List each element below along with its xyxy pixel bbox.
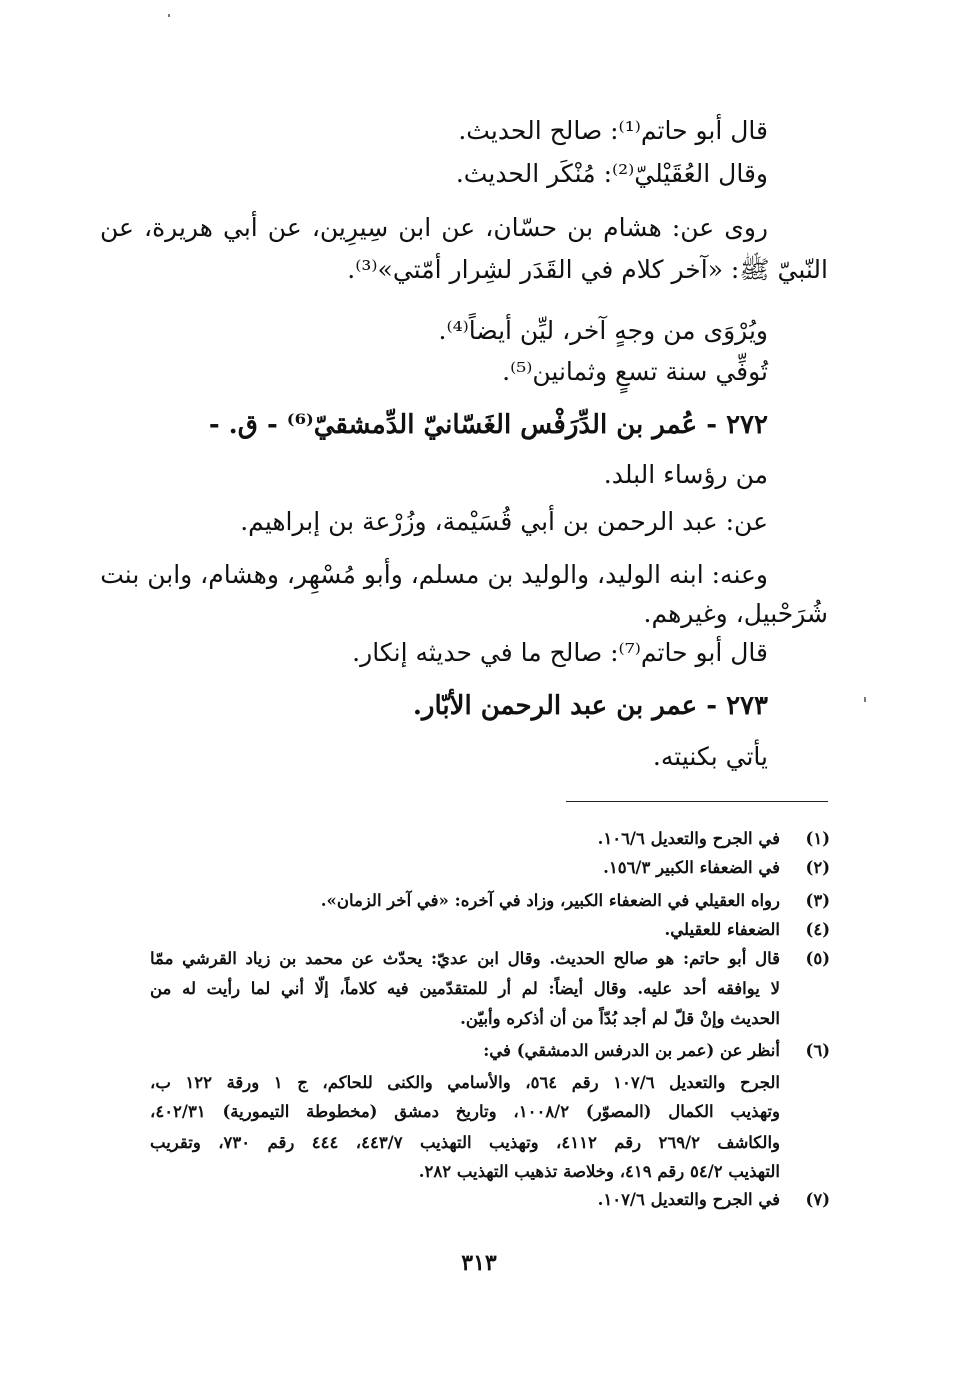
footnote-text: الضعفاء للعقيلي. (664, 920, 780, 939)
text-line: يأتي بكنيته. (652, 742, 768, 771)
footnote-text: في الجرح والتعديل ١٠٧/٦. (597, 1190, 780, 1209)
entry-heading: ٢٧٣ - عمر بن عبد الرحمن الأبّار. (412, 691, 768, 721)
footnote-text: قال أبو حاتم: هو صالح الحديث. وقال ابن عديّ: يحدّث عن محمد بن زياد القرشي ممّا (150, 949, 780, 968)
entry-heading: ٢٧٢ - عُمر بن الدِّرَفْس الغَسّانيّ الدِّمشقيّ⁽⁶⁾ - ق. - (208, 410, 768, 440)
footnote-number: (١) (805, 829, 830, 848)
footnote-text: رواه العقيلي في الضعفاء الكبير، وزاد في آخره: «في آخر الزمان». (320, 891, 780, 910)
footnote-text: في الضعفاء الكبير ١٥٦/٣. (603, 858, 780, 877)
footnote-separator (566, 801, 828, 802)
text-line: وعنه: ابنه الوليد، والوليد بن مسلم، وأبو مُسْهِر، وهشام، وابن بنت (100, 560, 768, 589)
footnote-text: أنظر عن (عمر بن الدرفس الدمشقي) في: (483, 1041, 780, 1060)
footnote-number: (٥) (805, 949, 830, 968)
footnote-number: (٣) (805, 891, 830, 910)
footnote-text: لا يوافقه أحد عليه. وقال أيضاً: لم أر للمتقدّمين فيه كلاماً، إلّا أني لما رأيت له من (150, 979, 780, 998)
footnote-text: التهذيب ٥٤/٢ رقم ٤١٩، وخلاصة تذهيب التهذيب ٢٨٢. (418, 1162, 780, 1181)
footnote-text: الجرح والتعديل ١٠٧/٦ رقم ٥٦٤، والأسامي والكنى للحاكم، ج ١ ورقة ١٢٢ ب، (150, 1073, 781, 1092)
footnote-number: (٦) (805, 1041, 830, 1060)
footnote-text: في الجرح والتعديل ١٠٦/٦. (597, 829, 780, 848)
page-number: ٣١٣ (461, 1250, 497, 1276)
text-line: قال أبو حاتم⁽⁷⁾: صالح ما في حديثه إنكار. (352, 638, 768, 667)
text-line: النّبيّ ﷺ: «آخر كلام في القَدَر لشِرار أمّتي»⁽³⁾. (347, 255, 828, 284)
text-line: قال أبو حاتم⁽¹⁾: صالح الحديث. (458, 116, 768, 145)
scan-speck (168, 14, 170, 17)
text-line: عن: عبد الرحمن بن أبي قُسَيْمة، وزُرْعة بن إبراهيم. (240, 507, 768, 536)
footnote-text: والكاشف ٢٦٩/٢ رقم ٤١١٢، وتهذيب التهذيب ٤٤٣/٧، ٤٤٤ رقم ٧٣٠، وتقريب (150, 1133, 780, 1152)
scan-speck (864, 697, 866, 702)
footnote-number: (٧) (805, 1190, 830, 1209)
footnote-text: وتهذيب الكمال (المصوّر) ١٠٠٨/٢، وتاريخ دمشق (مخطوطة التيمورية) ٤٠٢/٣١، (150, 1102, 780, 1121)
text-line: روى عن: هشام بن حسّان، عن ابن سِيرِين، عن أبي هريرة، عن (100, 213, 768, 242)
text-line: شُرَحْبيل، وغيرهم. (643, 599, 828, 628)
footnote-text: الحديث وإنْ قلّ لم أجد بُدّاً من أن أذكره وأبيّن. (460, 1009, 780, 1028)
footnote-number: (٢) (805, 858, 830, 877)
text-line: ويُرْوَى من وجهٍ آخر، ليِّن أيضاً⁽⁴⁾. (438, 316, 768, 345)
text-line: تُوفِّي سنة تسعٍ وثمانين⁽⁵⁾. (502, 357, 768, 386)
text-line: من رؤساء البلد. (603, 460, 768, 489)
text-line: وقال العُقَيْليّ⁽²⁾: مُنْكَر الحديث. (455, 159, 768, 188)
footnote-number: (٤) (805, 920, 830, 939)
